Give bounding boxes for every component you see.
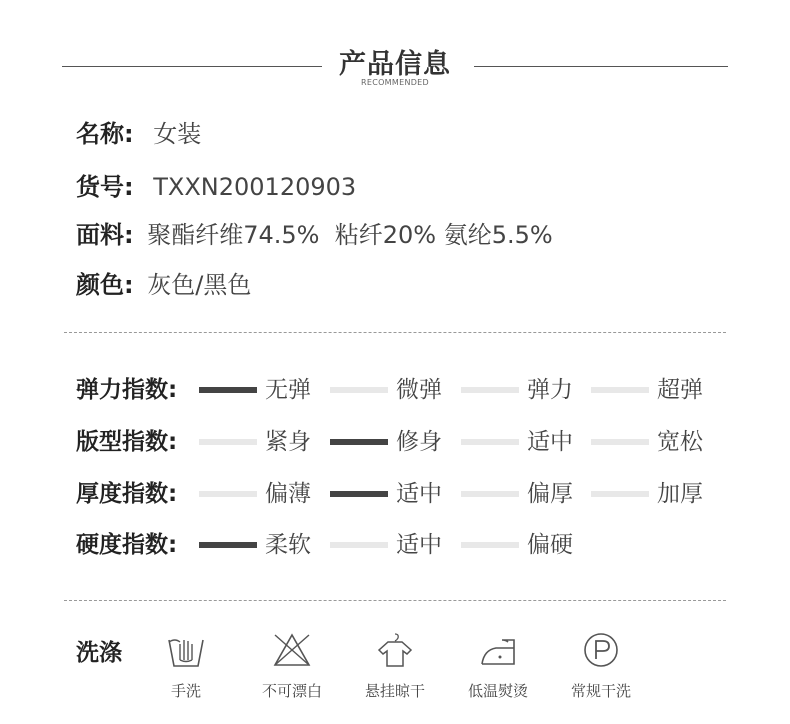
index-bar (461, 542, 519, 548)
info-label: 面料: (76, 221, 134, 249)
info-row-sku (76, 167, 356, 202)
index-option-label: 偏薄 (265, 481, 311, 507)
index-bar (461, 491, 519, 497)
care-label: 常规干洗 (570, 682, 631, 700)
index-bar (461, 439, 519, 445)
care-label: 手洗 (170, 682, 201, 700)
info-value: 聚酯纤维74.5% 粘纤20% 氨纶5.5% (147, 221, 553, 249)
info-value: 女装 (153, 120, 202, 148)
index-bar (330, 491, 388, 497)
index-label: 弹力指数: (76, 377, 178, 403)
index-row-thickness (76, 474, 736, 514)
info-label: 颜色: (76, 271, 134, 299)
care-item-hand-wash (136, 630, 236, 705)
index-row-elasticity (76, 370, 736, 410)
care-label: 悬挂晾干 (364, 682, 425, 700)
care-item-hang-dry (345, 630, 445, 705)
index-option-label: 适中 (527, 429, 573, 455)
hand-wash-icon (166, 630, 206, 670)
index-option-label: 弹力 (527, 377, 573, 403)
index-option-label: 超弹 (657, 377, 703, 403)
index-option-label: 宽松 (657, 429, 703, 455)
dashed-divider (64, 600, 726, 601)
index-bar (591, 491, 649, 497)
index-bar (330, 542, 388, 548)
page-title: 产品信息 (339, 49, 451, 80)
index-bar (199, 542, 257, 548)
info-row-fabric (76, 215, 553, 250)
page-subtitle: RECOMMENDED (360, 78, 429, 87)
index-bar (330, 439, 388, 445)
index-option-label: 柔软 (265, 532, 311, 558)
index-bar (199, 491, 257, 497)
index-label: 硬度指数: (76, 532, 178, 558)
index-option-label: 加厚 (657, 481, 703, 507)
info-row-color (76, 265, 251, 300)
index-bar (591, 439, 649, 445)
index-label: 厚度指数: (76, 481, 178, 507)
index-bar (461, 387, 519, 393)
info-value: 灰色/黑色 (147, 271, 252, 299)
dry-clean-icon (581, 630, 621, 670)
do-not-bleach-icon (272, 630, 312, 670)
index-row-hardness (76, 525, 736, 565)
index-option-label: 微弹 (396, 377, 442, 403)
index-option-label: 无弹 (265, 377, 311, 403)
section-header (0, 40, 790, 90)
index-option-label: 紧身 (265, 429, 311, 455)
care-item-no-bleach (242, 630, 342, 705)
care-label: 低温熨烫 (467, 682, 528, 700)
care-label: 不可漂白 (261, 682, 322, 700)
index-label: 版型指数: (76, 429, 178, 455)
hang-dry-icon (375, 630, 415, 670)
info-label: 名称: (76, 120, 134, 148)
info-row-name (76, 114, 201, 149)
index-bar (591, 387, 649, 393)
header-divider-right (474, 66, 728, 67)
index-option-label: 适中 (396, 532, 442, 558)
care-item-low-iron (448, 630, 548, 705)
index-bar (330, 387, 388, 393)
care-title: 洗涤 (76, 640, 122, 666)
index-option-label: 偏厚 (527, 481, 573, 507)
index-option-label: 偏硬 (527, 532, 573, 558)
care-item-dry-clean (551, 630, 651, 705)
index-row-fit (76, 422, 736, 462)
index-bar (199, 387, 257, 393)
dashed-divider (64, 332, 726, 333)
index-option-label: 适中 (396, 481, 442, 507)
low-iron-icon (478, 630, 518, 670)
info-label: 货号: (76, 173, 134, 201)
index-bar (199, 439, 257, 445)
index-option-label: 修身 (396, 429, 442, 455)
info-value: TXXN200120903 (153, 173, 357, 201)
